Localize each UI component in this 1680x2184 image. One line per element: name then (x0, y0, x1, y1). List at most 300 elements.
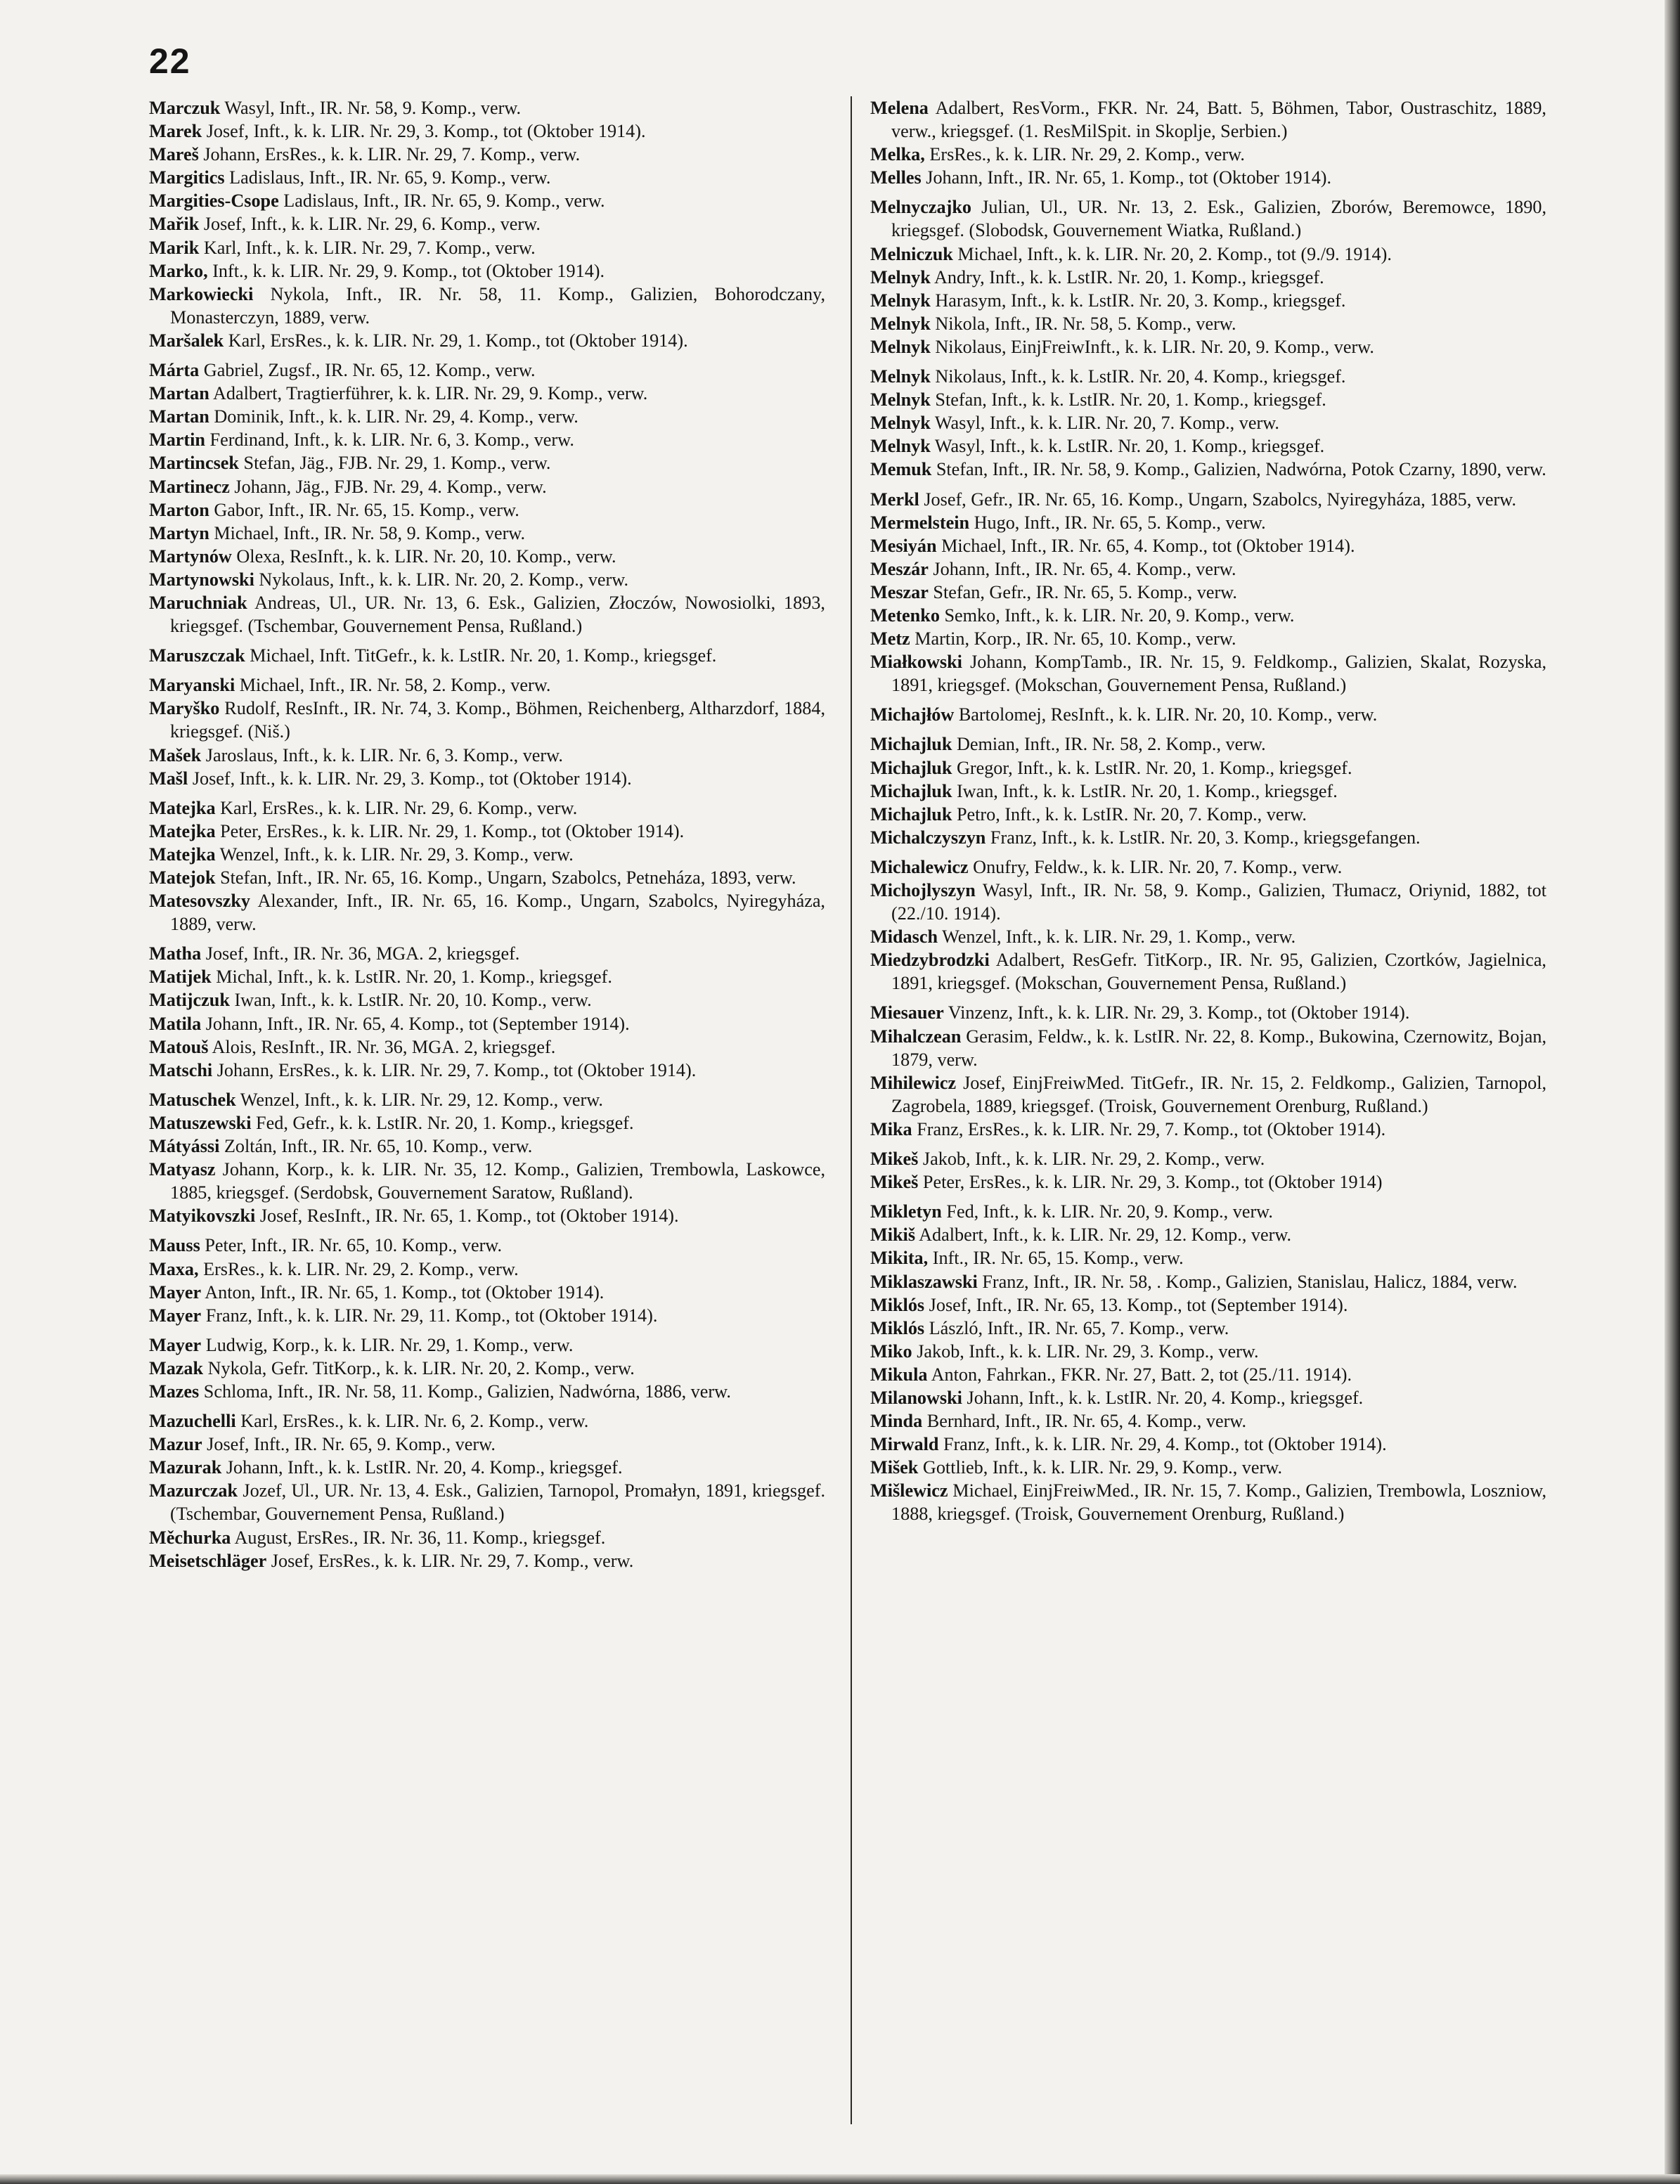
entry-details: Josef, Inft., k. k. LIR. Nr. 29, 3. Komp., tot (Oktober 1914). (192, 768, 632, 789)
entry-details: Nikola, Inft., IR. Nr. 58, 5. Komp., verw. (935, 313, 1236, 334)
entry-details: Nykolaus, Inft., k. k. LIR. Nr. 20, 2. Komp., verw. (259, 569, 629, 590)
register-entry (870, 1317, 1546, 1340)
entry-details: Josef, Gefr., IR. Nr. 65, 16. Komp., Ungarn, Szabolcs, Nyiregyháza, 1885, verw. (924, 489, 1517, 510)
entry-details: Iwan, Inft., k. k. LstIR. Nr. 20, 1. Komp., kriegsgef. (956, 780, 1338, 801)
register-entry (149, 796, 825, 820)
entry-surname: Mazurczak (149, 1480, 238, 1501)
register-entry (149, 1333, 825, 1357)
entry-surname: Mátyássi (149, 1136, 220, 1157)
entry-surname: Melnyk (870, 389, 931, 411)
entry-details: Adalbert, ResVorm., FKR. Nr. 24, Batt. 5, Böhmen, Tabor, Oustraschitz, 1889, verw., kriegsgef. (1. ResMilSpit. in Skoplje, Serbien.) (891, 98, 1546, 142)
entry-details: Iwan, Inft., k. k. LstIR. Nr. 20, 10. Komp., verw. (234, 990, 592, 1011)
register-entry (149, 965, 825, 988)
entry-details: Nykola, Gefr. TitKorp., k. k. LIR. Nr. 20, 2. Komp., verw. (207, 1357, 635, 1378)
register-entry (149, 568, 825, 591)
entry-surname: Midasch (870, 926, 938, 948)
register-entry (149, 942, 825, 965)
entry-surname: Matesovszky (149, 891, 251, 912)
register-entry (149, 1357, 825, 1380)
register-entry (149, 1409, 825, 1433)
register-entry (870, 166, 1546, 189)
register-entry (149, 212, 825, 235)
entry-surname: Minda (870, 1411, 923, 1432)
entry-surname: Mihilewicz (870, 1072, 957, 1093)
entry-surname: Matila (149, 1013, 202, 1034)
entry-details: Jaroslaus, Inft., k. k. LIR. Nr. 6, 3. Komp., verw. (205, 744, 563, 765)
entry-surname: Matuschek (149, 1089, 236, 1110)
register-entry (149, 820, 825, 843)
entry-details: Josef, Inft., k. k. LIR. Nr. 29, 3. Komp., tot (Oktober 1914). (206, 121, 646, 142)
entry-details: Schloma, Inft., IR. Nr. 58, 11. Komp., Galizien, Nadwórna, 1886, verw. (203, 1381, 731, 1402)
register-entry (149, 1111, 825, 1135)
entry-details: Franz, ErsRes., k. k. LIR. Nr. 29, 7. Komp., tot (Oktober 1914). (917, 1118, 1386, 1139)
entry-details: Bartolomej, ResInft., k. k. LIR. Nr. 20, 10. Komp., verw. (958, 704, 1378, 725)
entry-details: Adalbert, ResGefr. TitKorp., IR. Nr. 95, Galizien, Czortków, Jagielnica, 1891, kriegsgef. (Mokschan, Gouvernement Pensa, Rußland.) (891, 950, 1546, 994)
register-entry (149, 1234, 825, 1257)
entry-details: Nikolaus, Inft., k. k. LstIR. Nr. 20, 4. Komp., kriegsgef. (935, 366, 1346, 387)
entry-surname: Maršalek (149, 330, 224, 351)
entry-surname: Miałkowski (870, 652, 962, 673)
entry-surname: Mišlewicz (870, 1480, 948, 1501)
entry-surname: Melnyk (870, 266, 931, 287)
entry-details: Stefan, Inft., IR. Nr. 58, 9. Komp., Galizien, Nadwórna, Potok Czarny, 1890, verw. (936, 459, 1546, 480)
entry-surname: Martan (149, 406, 209, 427)
entry-details: Fed, Inft., k. k. LIR. Nr. 20, 9. Komp., verw. (946, 1201, 1273, 1222)
entry-details: Michal, Inft., k. k. LstIR. Nr. 20, 1. Komp., kriegsgef. (216, 967, 612, 988)
entry-details: Josef, EinjFreiwMed. TitGefr., IR. Nr. 15, 2. Feldkomp., Galizien, Tarnopol, Zagrobela, 1889, kriegsgef. (Troisk, Gouvernement Orenburg, Rußland.) (891, 1072, 1547, 1116)
entry-details: ErsRes., k. k. LIR. Nr. 29, 2. Komp., verw. (929, 144, 1245, 165)
register-entry (870, 195, 1546, 242)
entry-details: Bernhard, Inft., IR. Nr. 65, 4. Komp., verw. (926, 1411, 1247, 1432)
entry-details: Michael, Inft., IR. Nr. 58, 9. Komp., verw. (214, 522, 526, 543)
entry-details: Jakob, Inft., k. k. LIR. Nr. 29, 2. Komp., verw. (922, 1149, 1265, 1170)
register-entry (870, 803, 1546, 826)
entry-surname: Mazes (149, 1381, 200, 1402)
register-entry (870, 780, 1546, 803)
entry-details: Adalbert, Inft., k. k. LIR. Nr. 29, 12. Komp., verw. (919, 1225, 1292, 1246)
entry-surname: Martincsek (149, 453, 239, 474)
entry-surname: Melniczuk (870, 243, 953, 264)
entry-surname: Miko (870, 1340, 912, 1362)
entry-details: Martin, Korp., IR. Nr. 65, 10. Komp., verw. (915, 628, 1236, 650)
entry-details: Demian, Inft., IR. Nr. 58, 2. Komp., verw. (956, 734, 1266, 755)
entry-surname: Marik (149, 237, 200, 258)
register-entry (870, 855, 1546, 879)
register-entry (149, 644, 825, 667)
entry-details: Gabriel, Zugsf., IR. Nr. 65, 12. Komp., verw. (203, 360, 536, 381)
register-entry (870, 650, 1546, 697)
entry-surname: Miklaszawski (870, 1271, 978, 1292)
entry-surname: Mařik (149, 214, 200, 235)
register-entry (149, 236, 825, 259)
register-entry (870, 1147, 1546, 1170)
entry-surname: Matejka (149, 797, 216, 818)
register-entry (870, 458, 1546, 481)
entry-surname: Mauss (149, 1235, 200, 1256)
entry-details: Gottlieb, Inft., k. k. LIR. Nr. 29, 9. Komp., verw. (922, 1457, 1282, 1478)
register-entry (149, 329, 825, 352)
entry-surname: Michajluk (870, 780, 952, 801)
entry-details: Harasym, Inft., k. k. LstIR. Nr. 20, 3. Komp., kriegsgef. (935, 290, 1346, 311)
entry-details: Nikolaus, EinjFreiwInft., k. k. LIR. Nr. 20, 9. Komp., verw. (935, 336, 1374, 357)
entry-surname: Mišek (870, 1457, 919, 1478)
entry-details: Gregor, Inft., k. k. LstIR. Nr. 20, 1. Komp., kriegsgef. (956, 757, 1352, 778)
entry-surname: Měchurka (149, 1527, 231, 1548)
entry-details: Josef, ResInft., IR. Nr. 65, 1. Komp., tot (Oktober 1914). (259, 1206, 679, 1227)
entry-surname: Mayer (149, 1305, 202, 1326)
entry-surname: Maryško (149, 698, 220, 719)
entry-details: Julian, Ul., UR. Nr. 13, 2. Esk., Galizien, Zborów, Beremowce, 1890, kriegsgef. (Slobodsk, Gouvernement Wiatka, Rußland.) (891, 197, 1546, 241)
entry-details: Semko, Inft., k. k. LIR. Nr. 20, 9. Komp., verw. (944, 605, 1295, 626)
register-entry (149, 259, 825, 283)
entry-surname: Mikletyn (870, 1201, 942, 1222)
register-entry (149, 1380, 825, 1403)
entry-details: Peter, Inft., IR. Nr. 65, 10. Komp., verw. (205, 1235, 503, 1256)
register-entry (870, 627, 1546, 650)
register-entry (870, 289, 1546, 312)
entry-details: Michael, Inft., IR. Nr. 65, 4. Komp., tot (Oktober 1914). (941, 535, 1355, 556)
entry-surname: Michajłów (870, 704, 955, 725)
entry-surname: Mesiyán (870, 535, 937, 556)
register-entry (149, 1158, 825, 1204)
entry-surname: Martan (149, 383, 209, 404)
page-number: 22 (149, 41, 191, 81)
entry-details: August, ErsRes., IR. Nr. 36, 11. Komp., kriegsgef. (234, 1527, 606, 1548)
entry-details: Stefan, Inft., k. k. LstIR. Nr. 20, 1. Komp., kriegsgef. (935, 389, 1326, 411)
entry-surname: Melnyk (870, 336, 931, 357)
register-entry (149, 1258, 825, 1281)
entry-surname: Metz (870, 628, 910, 650)
entry-surname: Matejka (149, 820, 216, 841)
entry-details: Olexa, ResInft., k. k. LIR. Nr. 20, 10. Komp., verw. (236, 545, 616, 567)
entry-details: Zoltán, Inft., IR. Nr. 65, 10. Komp., verw. (224, 1136, 533, 1157)
entry-surname: Matijczuk (149, 990, 230, 1011)
entry-details: Alois, ResInft., IR. Nr. 36, MGA. 2, kriegsgef. (212, 1036, 556, 1057)
entry-details: Anton, Fahrkan., FKR. Nr. 27, Batt. 2, tot (25./11. 1914). (931, 1364, 1352, 1385)
entry-details: Karl, Inft., k. k. LIR. Nr. 29, 7. Komp., verw. (203, 237, 536, 258)
register-entry (149, 522, 825, 545)
entry-surname: Martynów (149, 545, 232, 567)
entry-surname: Mazak (149, 1357, 204, 1378)
entry-details: Dominik, Inft., k. k. LIR. Nr. 29, 4. Komp., verw. (214, 406, 579, 427)
entry-details: Jozef, Ul., UR. Nr. 13, 4. Esk., Galizien, Tarnopol, Promałyn, 1891, kriegsgef. (Tschembar, Gouvernement Pensa, Rußland.) (170, 1480, 826, 1525)
entry-surname: Miesauer (870, 1002, 944, 1023)
entry-surname: Milanowski (870, 1387, 962, 1408)
register-entry (149, 1479, 825, 1525)
register-entry (149, 1304, 825, 1327)
entry-surname: Mašek (149, 744, 202, 765)
entry-surname: Melka, (870, 144, 925, 165)
entry-surname: Marko, (149, 260, 208, 281)
register-entry (149, 1059, 825, 1082)
register-entry (149, 498, 825, 522)
entry-details: Anton, Inft., IR. Nr. 65, 1. Komp., tot (Oktober 1914). (205, 1281, 605, 1303)
register-entry (870, 581, 1546, 604)
register-entry (149, 1135, 825, 1158)
entry-details: Petro, Inft., k. k. LstIR. Nr. 20, 7. Komp., verw. (956, 803, 1307, 825)
entry-surname: Michajluk (870, 734, 952, 755)
register-entry (870, 96, 1546, 143)
register-entry (149, 591, 825, 638)
register-entry (149, 358, 825, 382)
register-entry (149, 988, 825, 1012)
register-entry (870, 604, 1546, 627)
entry-surname: Martynowski (149, 569, 254, 590)
entry-surname: Matyikovszki (149, 1206, 256, 1227)
entry-surname: Mermelstein (870, 512, 970, 533)
entry-surname: Martyn (149, 522, 209, 543)
entry-details: Karl, ErsRes., k. k. LIR. Nr. 29, 1. Komp., tot (Oktober 1914). (228, 330, 688, 351)
register-entry (870, 1456, 1546, 1479)
entry-surname: Maryanski (149, 675, 235, 696)
register-entry (149, 119, 825, 143)
entry-surname: Michalewicz (870, 856, 969, 877)
entry-details: Fed, Gefr., k. k. LstIR. Nr. 20, 1. Komp., kriegsgef. (256, 1112, 634, 1133)
register-entry (870, 243, 1546, 266)
entry-details: Johann, Jäg., FJB. Nr. 29, 4. Komp., verw. (234, 476, 547, 497)
entry-details: Onufry, Feldw., k. k. LIR. Nr. 20, 7. Komp., verw. (973, 856, 1343, 877)
register-entry (870, 1246, 1546, 1269)
entry-surname: Melena (870, 98, 929, 118)
entry-surname: Márta (149, 360, 200, 381)
entry-details: Michael, Inft., IR. Nr. 58, 2. Komp., verw. (239, 675, 551, 696)
register-entry (870, 266, 1546, 289)
entry-details: Vinzenz, Inft., k. k. LIR. Nr. 29, 3. Komp., tot (Oktober 1914). (948, 1002, 1410, 1023)
register-entry (870, 388, 1546, 411)
register-entry (870, 1025, 1546, 1071)
entry-surname: Michajluk (870, 803, 952, 825)
register-entry (149, 1433, 825, 1456)
register-entry (149, 1526, 825, 1549)
entry-surname: Miklós (870, 1294, 925, 1315)
register-entry (870, 1170, 1546, 1194)
entry-details: Wasyl, Inft., k. k. LstIR. Nr. 20, 1. Komp., kriegsgef. (934, 436, 1325, 457)
register-entry (149, 143, 825, 166)
entry-details: Gabor, Inft., IR. Nr. 65, 15. Komp., verw. (214, 499, 519, 520)
register-entry (870, 1409, 1546, 1433)
entry-details: Franz, Inft., k. k. LstIR. Nr. 20, 3. Komp., kriegsgefangen. (990, 827, 1421, 848)
entry-surname: Matejok (149, 867, 216, 888)
entry-details: Johann, Inft., k. k. LstIR. Nr. 20, 4. Komp., kriegsgef. (967, 1387, 1364, 1408)
entry-surname: Marczuk (149, 98, 221, 118)
entry-surname: Mihalczean (870, 1026, 962, 1047)
entry-details: Jakob, Inft., k. k. LIR. Nr. 29, 3. Komp., verw. (917, 1340, 1259, 1362)
entry-surname: Mazur (149, 1434, 202, 1455)
entry-details: Alexander, Inft., IR. Nr. 65, 16. Komp., Ungarn, Szabolcs, Nyiregyháza, 1889, verw. (170, 891, 825, 935)
entry-surname: Mazurak (149, 1457, 222, 1478)
register-entry (149, 428, 825, 451)
entry-details: Peter, ErsRes., k. k. LIR. Nr. 29, 3. Komp., tot (Oktober 1914) (922, 1172, 1383, 1193)
register-entry (870, 434, 1546, 458)
entry-surname: Meisetschläger (149, 1550, 267, 1571)
entry-surname: Michojlyszyn (870, 880, 976, 900)
entry-surname: Mikula (870, 1364, 928, 1385)
entry-details: László, Inft., IR. Nr. 65, 7. Komp., verw. (929, 1317, 1229, 1338)
register-entry (149, 475, 825, 498)
column-right (870, 96, 1546, 1526)
entry-surname: Mikiš (870, 1225, 916, 1246)
entry-surname: Margities-Csope (149, 190, 279, 212)
entry-details: Hugo, Inft., IR. Nr. 65, 5. Komp., verw. (974, 512, 1266, 533)
entry-details: Franz, Inft., k. k. LIR. Nr. 29, 4. Komp., tot (Oktober 1914). (943, 1434, 1387, 1455)
column-divider (851, 96, 852, 2124)
register-entry (149, 382, 825, 405)
column-left (149, 96, 825, 1572)
register-entry (870, 1200, 1546, 1223)
register-entry (870, 1386, 1546, 1409)
register-entry (870, 488, 1546, 511)
register-entry (149, 283, 825, 329)
entry-details: Stefan, Gefr., IR. Nr. 65, 5. Komp., verw. (933, 581, 1237, 602)
entry-surname: Maruchniak (149, 592, 247, 613)
register-entry (870, 411, 1546, 434)
register-entry (870, 1479, 1546, 1525)
entry-details: Johann, ErsRes., k. k. LIR. Nr. 29, 7. Komp., tot (Oktober 1914). (217, 1059, 697, 1080)
entry-details: Karl, ErsRes., k. k. LIR. Nr. 29, 6. Komp., verw. (220, 797, 578, 818)
register-entry (870, 1270, 1546, 1293)
register-entry (870, 534, 1546, 557)
register-entry (149, 673, 825, 697)
entry-details: Franz, Inft., IR. Nr. 58, . Komp., Galizien, Stanislau, Halicz, 1884, verw. (982, 1271, 1518, 1292)
register-entry (870, 1118, 1546, 1141)
entry-surname: Melnyk (870, 436, 931, 457)
register-entry (870, 1071, 1546, 1118)
register-entry (870, 511, 1546, 534)
entry-surname: Melles (870, 167, 922, 188)
entry-details: Rudolf, ResInft., IR. Nr. 74, 3. Komp., Böhmen, Reichenberg, Altharzdorf, 1884, kriegsgef. (Niš.) (170, 698, 825, 742)
register-entry (149, 96, 825, 119)
entry-details: Johann, Inft., k. k. LstIR. Nr. 20, 4. Komp., kriegsgef. (226, 1457, 623, 1478)
entry-surname: Marek (149, 121, 202, 142)
entry-details: Ladislaus, Inft., IR. Nr. 65, 9. Komp., verw. (229, 167, 551, 188)
register-entry (149, 405, 825, 428)
entry-details: Adalbert, Tragtierführer, k. k. LIR. Nr. 29, 9. Komp., verw. (212, 383, 648, 404)
register-entry (870, 1363, 1546, 1386)
entry-details: Andry, Inft., k. k. LstIR. Nr. 20, 1. Komp., kriegsgef. (933, 266, 1324, 287)
entry-surname: Markowiecki (149, 283, 254, 304)
entry-surname: Metenko (870, 605, 940, 626)
register-entry (149, 1088, 825, 1111)
entry-details: Johann, KompTamb., IR. Nr. 15, 9. Feldkomp., Galizien, Skalat, Rozyska, 1891, kriegsgef. (Mokschan, Gouvernement Pensa, Rußland.) (891, 652, 1547, 696)
entry-surname: Matejka (149, 844, 216, 865)
entry-surname: Matijek (149, 967, 212, 988)
register-entry (870, 732, 1546, 756)
entry-surname: Miklós (870, 1317, 925, 1338)
register-entry (149, 744, 825, 767)
entry-details: Ladislaus, Inft., IR. Nr. 65, 9. Komp., verw. (283, 190, 605, 212)
entry-details: Josef, Inft., IR. Nr. 65, 13. Komp., tot (September 1914). (929, 1294, 1348, 1315)
entry-surname: Mikeš (870, 1172, 919, 1193)
entry-details: Andreas, Ul., UR. Nr. 13, 6. Esk., Galizien, Złoczów, Nowosiolki, 1893, kriegsgef. (Tschembar, Gouvernement Pensa, Rußland.) (170, 592, 825, 637)
register-entry (149, 1456, 825, 1479)
register-entry (149, 166, 825, 189)
entry-surname: Merkl (870, 489, 919, 510)
register-entry (870, 335, 1546, 358)
register-entry (870, 1433, 1546, 1456)
entry-surname: Michajluk (870, 757, 952, 778)
entry-details: Johann, ErsRes., k. k. LIR. Nr. 29, 7. Komp., verw. (203, 144, 581, 165)
entry-surname: Matuszewski (149, 1112, 252, 1133)
register-entry (149, 1012, 825, 1035)
register-entry (870, 925, 1546, 948)
entry-details: Michael, EinjFreiwMed., IR. Nr. 15, 7. Komp., Galizien, Trembowla, Loszniow, 1888, kriegsgef. (Troisk, Gouvernement Orenburg, Rußland.) (891, 1480, 1546, 1525)
entry-surname: Mayer (149, 1334, 202, 1355)
entry-details: Ludwig, Korp., k. k. LIR. Nr. 29, 1. Komp., verw. (205, 1334, 574, 1355)
entry-surname: Meszár (870, 558, 929, 579)
register-entry (870, 143, 1546, 166)
entry-surname: Melnyk (870, 413, 931, 434)
entry-surname: Maruszczak (149, 645, 245, 666)
register-entry (149, 866, 825, 889)
entry-details: Inft., IR. Nr. 65, 15. Komp., verw. (932, 1248, 1184, 1269)
entry-surname: Mašl (149, 768, 188, 789)
entry-surname: Meszar (870, 581, 929, 602)
entry-surname: Margitics (149, 167, 225, 188)
entry-details: Gerasim, Feldw., k. k. LstIR. Nr. 22, 8. Komp., Bukowina, Czernowitz, Bojan, 1879, verw. (891, 1026, 1547, 1070)
register-entry (870, 879, 1546, 925)
entry-details: Johann, Korp., k. k. LIR. Nr. 35, 12. Komp., Galizien, Trembowla, Laskowce, 1885, kriegsgef. (Serdobsk, Gouvernement Saratow, Rußland). (170, 1159, 825, 1203)
register-entry (870, 1340, 1546, 1363)
scan-edge-right (1665, 0, 1680, 2184)
entry-details: Josef, Inft., k. k. LIR. Nr. 29, 6. Komp., verw. (203, 214, 541, 235)
register-entry (149, 889, 825, 936)
entry-details: Wasyl, Inft., IR. Nr. 58, 9. Komp., verw. (224, 98, 522, 118)
entry-surname: Martinecz (149, 476, 230, 497)
register-entry (149, 1281, 825, 1304)
entry-details: Josef, Inft., IR. Nr. 36, MGA. 2, kriegsgef. (205, 943, 520, 964)
register-entry (870, 703, 1546, 726)
entry-surname: Matschi (149, 1059, 213, 1080)
register-entry (870, 948, 1546, 995)
entry-details: Josef, Inft., IR. Nr. 65, 9. Komp., verw. (207, 1434, 496, 1455)
register-entry (870, 756, 1546, 780)
entry-surname: Memuk (870, 459, 932, 480)
entry-surname: Matyasz (149, 1159, 216, 1180)
register-entry (870, 1293, 1546, 1317)
entry-details: Karl, ErsRes., k. k. LIR. Nr. 6, 2. Komp., verw. (240, 1411, 589, 1432)
entry-details: Wenzel, Inft., k. k. LIR. Nr. 29, 12. Komp., verw. (240, 1089, 603, 1110)
register-entry (149, 1549, 825, 1572)
entry-surname: Martin (149, 429, 205, 451)
register-entry (870, 1223, 1546, 1246)
entry-details: Stefan, Jäg., FJB. Nr. 29, 1. Komp., verw. (243, 453, 551, 474)
entry-details: Johann, Inft., IR. Nr. 65, 4. Komp., tot (September 1914). (205, 1013, 630, 1034)
register-entry (870, 312, 1546, 335)
entry-surname: Melnyk (870, 366, 931, 387)
entry-surname: Miedzybrodzki (870, 950, 990, 971)
entry-details: Wenzel, Inft., k. k. LIR. Nr. 29, 3. Komp., verw. (219, 844, 574, 865)
entry-surname: Mika (870, 1118, 912, 1139)
register-entry (149, 1035, 825, 1059)
entry-surname: Melnyczajko (870, 197, 971, 218)
entry-details: Johann, Inft., IR. Nr. 65, 1. Komp., tot (Oktober 1914). (926, 167, 1332, 188)
entry-details: Ferdinand, Inft., k. k. LIR. Nr. 6, 3. Komp., verw. (209, 429, 574, 451)
entry-details: Michael, Inft., k. k. LIR. Nr. 20, 2. Komp., tot (9./9. 1914). (957, 243, 1392, 264)
register-entry (870, 826, 1546, 849)
register-entry (149, 545, 825, 568)
entry-surname: Mikeš (870, 1149, 919, 1170)
entry-surname: Marton (149, 499, 209, 520)
register-entry (870, 557, 1546, 581)
entry-details: Franz, Inft., k. k. LIR. Nr. 29, 11. Komp., tot (Oktober 1914). (205, 1305, 658, 1326)
entry-details: Nykola, Inft., IR. Nr. 58, 11. Komp., Galizien, Bohorodczany, Monasterczyn, 1889, verw. (170, 283, 825, 328)
entry-details: Stefan, Inft., IR. Nr. 65, 16. Komp., Ungarn, Szabolcs, Petneháza, 1893, verw. (220, 867, 796, 888)
entry-details: Johann, Inft., IR. Nr. 65, 4. Komp., verw. (933, 558, 1236, 579)
register-entry (149, 843, 825, 866)
register-entry (870, 1001, 1546, 1024)
entry-details: Wasyl, Inft., k. k. LIR. Nr. 20, 7. Komp., verw. (934, 413, 1279, 434)
register-entry (149, 697, 825, 743)
